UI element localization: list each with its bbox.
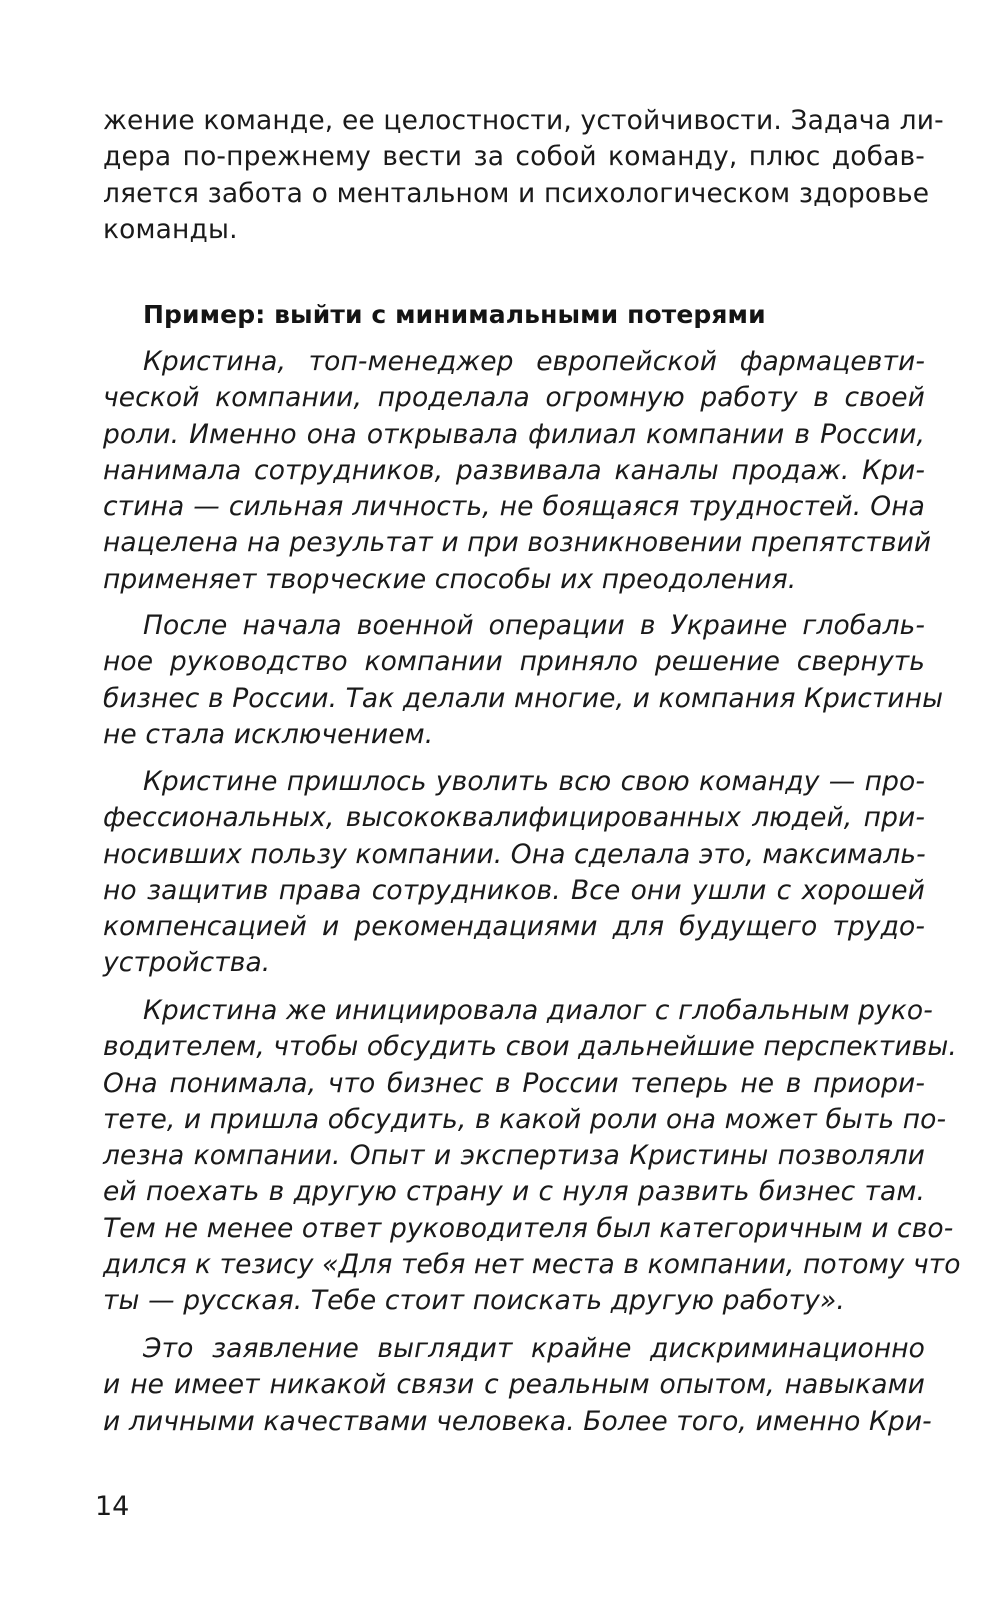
text-line: После начала военной операции в Украине глобаль- — [143, 610, 925, 641]
text-line: ты — русская. Тебе стоит поискать другую работу». — [103, 1285, 845, 1317]
text-line: носивших пользу компании. Она сделала это, максималь- — [103, 838, 926, 870]
intro-paragraph — [103, 103, 944, 248]
text-line: но защитив права сотрудников. Все они ушли с хорошей — [103, 874, 925, 906]
text-line: роли. Именно она открывала филиал компании в России, — [103, 418, 925, 450]
text-line: водителем, чтобы обсудить свои дальнейшие перспективы. — [103, 1031, 957, 1063]
text-line: тете, и пришла обсудить, в какой роли она может быть по- — [103, 1103, 947, 1135]
text-line: и личными качествами человека. Более того, именно Кри- — [103, 1405, 932, 1437]
text-line: не стала исключением. — [103, 718, 434, 750]
example-paragraph-2 — [103, 608, 944, 753]
example-paragraph-4 — [103, 993, 961, 1320]
text-line: бизнес в России. Так делали многие, и компания Кристины — [103, 682, 944, 714]
text-line: Кристине пришлось уволить всю свою команду — про- — [143, 766, 925, 797]
example-paragraph-3 — [103, 764, 925, 982]
text-line: Тем не менее ответ руководителя был категоричным и сво- — [103, 1212, 954, 1244]
section-heading: Пример: выйти с минимальными потерями — [143, 300, 766, 329]
text-line: применяет творческие способы их преодоления. — [103, 563, 797, 595]
example-paragraph-1 — [103, 344, 932, 598]
text-line: дера по-прежнему вести за собой команду, плюс добав- — [103, 141, 925, 173]
text-line: стина — сильная личность, не боящаяся трудностей. Она — [103, 491, 925, 523]
text-line: фессиональных, высококвалифицированных людей, при- — [103, 802, 925, 834]
text-line: команды. — [103, 213, 238, 245]
text-line: Она понимала, что бизнес в России теперь не в приори- — [103, 1067, 925, 1099]
example-paragraph-5 — [103, 1331, 932, 1440]
text-line: ляется забота о ментальном и психологическом здоровье — [103, 177, 930, 209]
text-line: нацелена на результат и при возникновении препятствий — [103, 527, 932, 559]
page-number: 14 — [95, 1491, 130, 1522]
text-line: ное руководство компании приняло решение свернуть — [103, 646, 925, 678]
text-line: дился к тезису «Для тебя нет места в компании, потому что — [103, 1249, 961, 1281]
text-line: лезна компании. Опыт и экспертиза Кристины позволяли — [103, 1140, 925, 1172]
text-line: ей поехать в другую страну и с нуля развить бизнес там. — [103, 1176, 925, 1208]
text-line: компенсацией и рекомендациями для будущего трудо- — [103, 911, 925, 943]
text-line: ческой компании, проделала огромную работу в своей — [103, 382, 925, 414]
text-line: Это заявление выглядит крайне дискриминационно — [143, 1333, 925, 1364]
text-line: устройства. — [103, 947, 271, 979]
text-line: нанимала сотрудников, развивала каналы продаж. Кри- — [103, 454, 925, 486]
text-line: Кристина же инициировала диалог с глобальным руко- — [143, 995, 933, 1026]
text-line: жение команде, ее целостности, устойчивости. Задача ли- — [103, 105, 944, 136]
text-line: Кристина, топ-менеджер европейской фармацевти- — [143, 346, 925, 377]
text-line: и не имеет никакой связи с реальным опытом, навыками — [103, 1369, 925, 1401]
